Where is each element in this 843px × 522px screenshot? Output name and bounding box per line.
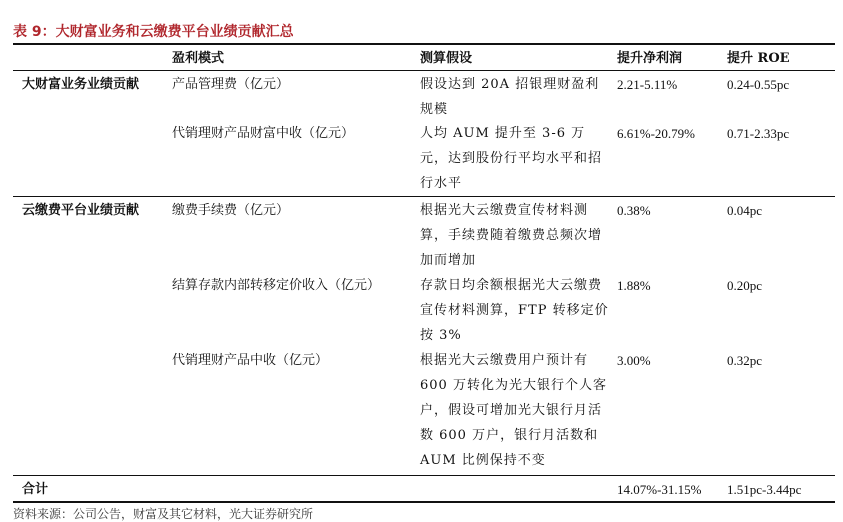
row-assumption: 根据光大云缴费用户预计有 600 万转化为光大银行个人客户，假设可增加光大银行月活数 600 万户，银行月活数和 AUM 比例保持不变 [420, 353, 607, 468]
header-rule [13, 70, 835, 71]
row-assumption: 存款日均余额根据光大云缴费宣传材料测算，FTP 转移定价按 3% [420, 278, 609, 343]
row-model: 代销理财产品财富中收（亿元） [172, 126, 355, 141]
row-profit: 2.21-5.11% [617, 77, 678, 92]
row-model: 代销理财产品中收（亿元） [172, 353, 329, 368]
row-assumption: 人均 AUM 提升至 3-6 万元，达到股份行平均水平和招行水平 [420, 126, 603, 191]
header-assumption: 测算假设 [420, 51, 473, 66]
source-note: 资料来源：公司公告，财富及其它材料，光大证券研究所 [13, 507, 314, 521]
row-assumption: 根据光大云缴费宣传材料测算，手续费随着缴费总频次增加而增加 [420, 203, 603, 268]
total-profit: 14.07%-31.15% [617, 482, 702, 497]
row-profit: 3.00% [617, 353, 651, 368]
row-roe: 0.24-0.55pc [727, 77, 790, 92]
table-title: 表 9：大财富业务和云缴费平台业绩贡献汇总 [13, 24, 294, 40]
row-roe: 0.04pc [727, 203, 763, 218]
row-model: 产品管理费（亿元） [172, 77, 290, 92]
header-roe: 提升 ROE [727, 51, 790, 66]
row-assumption: 假设达到 20A 招银理财盈利规模 [420, 77, 600, 117]
row-model: 结算存款内部转移定价收入（亿元） [172, 278, 381, 293]
header-profit: 提升净利润 [617, 51, 683, 66]
row-profit: 0.38% [617, 203, 651, 218]
row-roe: 0.71-2.33pc [727, 126, 790, 141]
total-label: 合计 [22, 482, 49, 497]
row-roe: 0.20pc [727, 278, 763, 293]
row-profit: 6.61%-20.79% [617, 126, 695, 141]
group-label-payment: 云缴费平台业绩贡献 [22, 203, 140, 218]
total-roe: 1.51pc-3.44pc [727, 482, 802, 497]
table-top-rule [13, 43, 835, 45]
total-rule [13, 475, 835, 476]
group-separator [13, 196, 835, 197]
table-bottom-rule [13, 501, 835, 503]
group-label-wealth: 大财富业务业绩贡献 [22, 77, 140, 92]
row-roe: 0.32pc [727, 353, 763, 368]
row-profit: 1.88% [617, 278, 651, 293]
row-model: 缴费手续费（亿元） [172, 203, 290, 218]
header-model: 盈利模式 [172, 51, 225, 66]
